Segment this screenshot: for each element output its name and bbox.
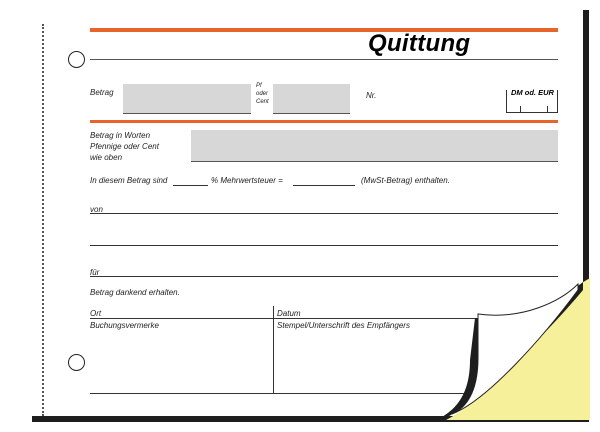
vat-suffix: (MwSt-Betrag) enthalten. (361, 176, 450, 185)
datum-label: Datum (277, 309, 301, 318)
cent-label: Cent (256, 99, 269, 105)
amount-label: Betrag (90, 88, 114, 97)
words-label-2: Pfennige oder Cent (90, 142, 159, 151)
currency-label: DM od. EUR (511, 88, 554, 97)
ort-label: Ort (90, 309, 102, 318)
pf-label: Pf (256, 83, 262, 89)
words-label-1: Betrag in Worten (90, 131, 151, 140)
number-label: Nr. (366, 91, 377, 100)
vat-prefix: In diesem Betrag sind (90, 176, 168, 185)
thanks-label: Betrag dankend erhalten. (90, 288, 180, 297)
booking-label: Buchungsvermerke (90, 321, 159, 330)
fuer-label: für (90, 268, 100, 277)
receipt-title: Quittung (368, 30, 471, 57)
words-label-3: wie oben (90, 153, 123, 162)
oder-label: oder (256, 91, 269, 97)
signature-label: Stempel/Unterschrift des Empfängers (277, 321, 410, 330)
von-label: von (90, 205, 103, 214)
vat-middle: % Mehrwertsteuer = (211, 176, 283, 185)
